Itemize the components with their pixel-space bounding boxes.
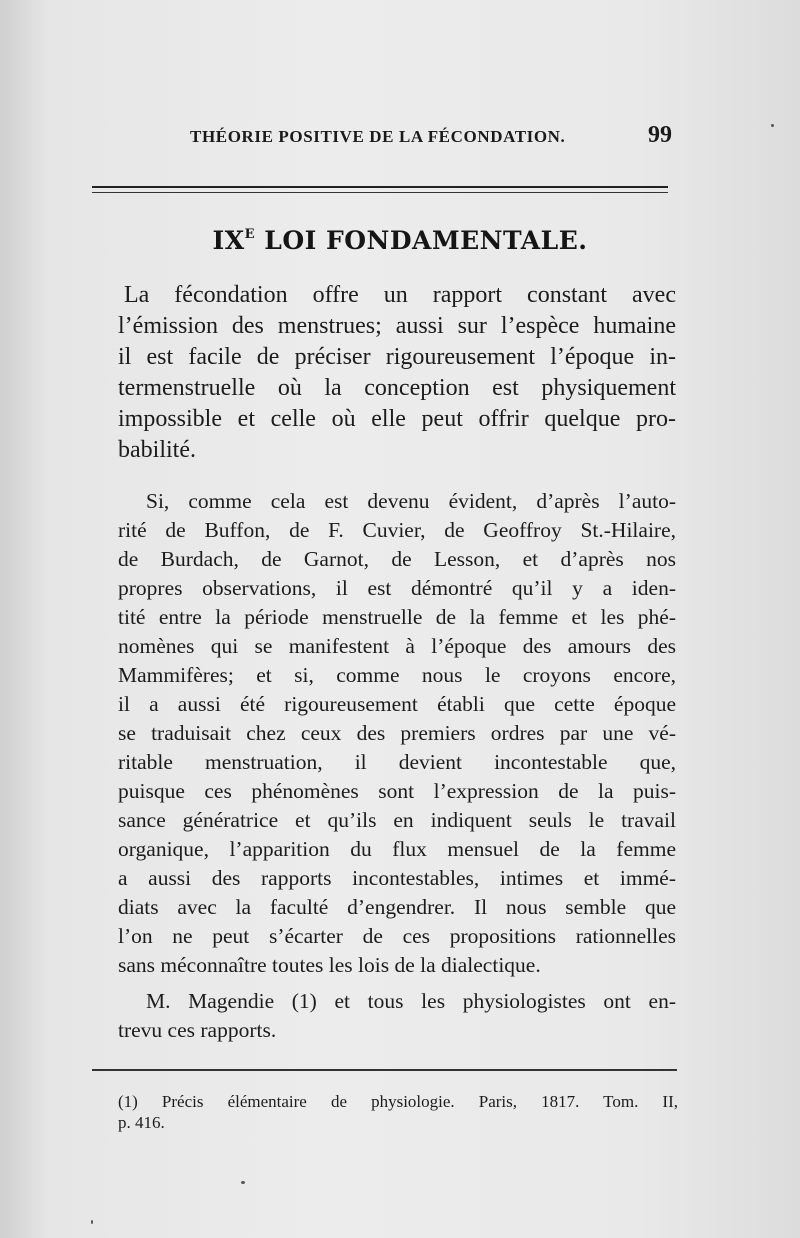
- text-line: M. Magendie (1) et tous les physiologistes ont en-: [146, 989, 676, 1013]
- text-line: termenstruelle où la conception est physiquement: [118, 375, 676, 401]
- text-line: a aussi des rapports incontestables, intimes et immé-: [118, 866, 676, 890]
- text-line: trevu ces rapports.: [118, 1018, 277, 1042]
- text-line: sance génératrice et qu’ils en indiquent seuls le travail: [118, 808, 676, 832]
- text-line: rité de Buffon, de F. Cuvier, de Geoffroy St.-Hilaire,: [118, 518, 676, 542]
- text-line: sans méconnaître toutes les lois de la dialectique.: [118, 953, 541, 977]
- law-numeral: IX: [212, 226, 245, 255]
- header-rule: [92, 186, 668, 188]
- text-line: Si, comme cela est devenu évident, d’après l’auto-: [146, 489, 676, 513]
- text-line: l’on ne peut s’écarter de ces propositions rationnelles: [118, 924, 676, 948]
- text-line: puisque ces phénomènes sont l’expression de la puis-: [118, 779, 676, 803]
- text-line: il est facile de préciser rigoureusement l’époque in-: [118, 344, 676, 370]
- text-line: se traduisait chez ceux des premiers ordres par une vé-: [118, 721, 676, 745]
- text-line: il a aussi été rigoureusement établi que cette époque: [118, 692, 676, 716]
- paper-speck: [91, 1220, 93, 1224]
- text-line: ritable menstruation, il devient incontestable que,: [118, 750, 676, 774]
- header-rule-thin: [92, 192, 668, 193]
- text-line: La fécondation offre un rapport constant avec: [124, 282, 676, 308]
- text-line: Mammifères; et si, comme nous le croyons encore,: [118, 663, 676, 687]
- text-line: organique, l’apparition du flux mensuel de la femme: [118, 837, 676, 861]
- text-line: de Burdach, de Garnot, de Lesson, et d’après nos: [118, 547, 676, 571]
- page-number: 99: [648, 122, 672, 148]
- text-line: diats avec la faculté d’engendrer. Il nous semble que: [118, 895, 676, 919]
- text-line: propres observations, il est démontré qu’il y a iden-: [118, 576, 676, 600]
- text-line: l’émission des menstrues; aussi sur l’espèce humaine: [118, 313, 676, 339]
- footnote-rule: [92, 1069, 677, 1071]
- law-title: [0, 226, 800, 255]
- running-head-title: THÉORIE POSITIVE DE LA FÉCONDATION.: [190, 127, 566, 146]
- footnote-line: p. 416.: [118, 1113, 165, 1132]
- paper-speck: [241, 1181, 245, 1184]
- footnote-line: (1) Précis élémentaire de physiologie. Paris, 1817. Tom. II,: [118, 1092, 678, 1111]
- text-line: tité entre la période menstruelle de la femme et les phé-: [118, 605, 676, 629]
- paper-speck: [771, 124, 774, 127]
- text-line: impossible et celle où elle peut offrir quelque pro-: [118, 406, 676, 432]
- law-numeral-superscript: E: [244, 227, 256, 242]
- text-line: babilité.: [118, 437, 196, 463]
- text-line: nomènes qui se manifestent à l’époque des amours des: [118, 634, 676, 658]
- law-title-text: LOI FONDAMENTALE.: [264, 226, 588, 255]
